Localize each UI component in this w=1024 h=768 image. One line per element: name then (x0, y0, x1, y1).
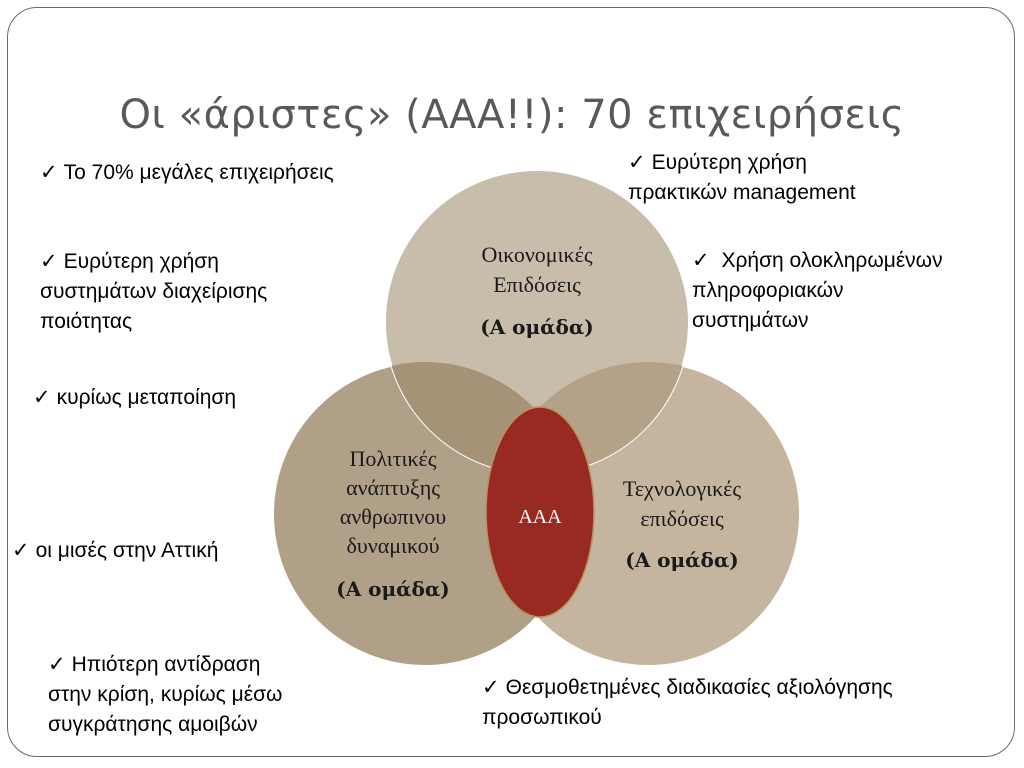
checkmark-icon: ✓ (40, 250, 58, 273)
note-quality-line1: Ευρύτερη χρήση (63, 250, 219, 273)
note-quality-systems (40, 247, 267, 337)
note-large-firms (40, 158, 334, 188)
note-is-line3: συστημάτων (692, 309, 809, 332)
center-label: ΑΑΑ (518, 506, 562, 528)
checkmark-icon: ✓ (48, 653, 66, 676)
note-manufacturing (33, 383, 236, 413)
note-attica-text: οι μισές στην Αττική (35, 539, 219, 562)
top-circle-label-line1: Οικονομικές (481, 242, 593, 267)
note-quality-line2: συστημάτων διαχείρισης (40, 280, 268, 303)
note-evaluation-line1: Θεσμοθετημένες διαδικασίες αξιολόγησης (505, 676, 893, 699)
checkmark-icon: ✓ (482, 676, 500, 699)
note-quality-line3: ποιότητας (40, 310, 133, 333)
note-management-line1: Ευρύτερη χρήση (651, 151, 807, 174)
left-circle-label-line3: ανθρωπινου (339, 504, 447, 529)
note-is-line1: Χρήση ολοκληρωμένων (721, 249, 943, 272)
note-crisis-line2: στην κρίση, κυρίως μέσω (48, 683, 283, 706)
right-circle-label-line2: επιδόσεις (640, 506, 724, 531)
checkmark-icon: ✓ (12, 539, 30, 562)
left-circle-group: (Α ομάδα) (336, 577, 450, 601)
note-management-practices (628, 148, 856, 208)
note-large-firms-text: Το 70% μεγάλες επιχειρήσεις (63, 161, 334, 184)
checkmark-icon: ✓ (40, 161, 58, 184)
left-circle-label-line4: δυναμικού (346, 533, 440, 558)
note-crisis-reaction (48, 650, 282, 740)
note-information-systems (692, 246, 943, 336)
top-circle-label-line2: Επιδόσεις (493, 272, 581, 297)
note-attica (12, 536, 218, 566)
left-circle-label-line2: ανάπτυξης (346, 475, 440, 500)
note-crisis-line1: Ηπιότερη αντίδραση (71, 653, 261, 676)
note-evaluation-line2: προσωπικού (482, 706, 602, 729)
note-is-line2: πληροφοριακών (692, 279, 844, 302)
right-circle-group: (Α ομάδα) (625, 548, 739, 572)
note-management-line2: πρακτικών management (628, 181, 856, 204)
slide-title: Οι «άριστες» (ΑΑΑ!!): 70 επιχειρήσεις (119, 92, 905, 138)
left-circle-label-line1: Πολιτικές (349, 446, 437, 471)
right-circle-label-line1: Τεχνολογικές (622, 476, 742, 501)
top-circle-group: (Α ομάδα) (480, 315, 594, 339)
note-crisis-line3: συγκράτησης αμοιβών (48, 713, 258, 736)
note-staff-evaluation (482, 673, 893, 733)
checkmark-icon: ✓ (628, 151, 646, 174)
checkmark-icon: ✓ (33, 386, 51, 409)
checkmark-icon: ✓ (692, 249, 710, 272)
note-manufacturing-text: κυρίως μεταποίηση (56, 386, 237, 409)
